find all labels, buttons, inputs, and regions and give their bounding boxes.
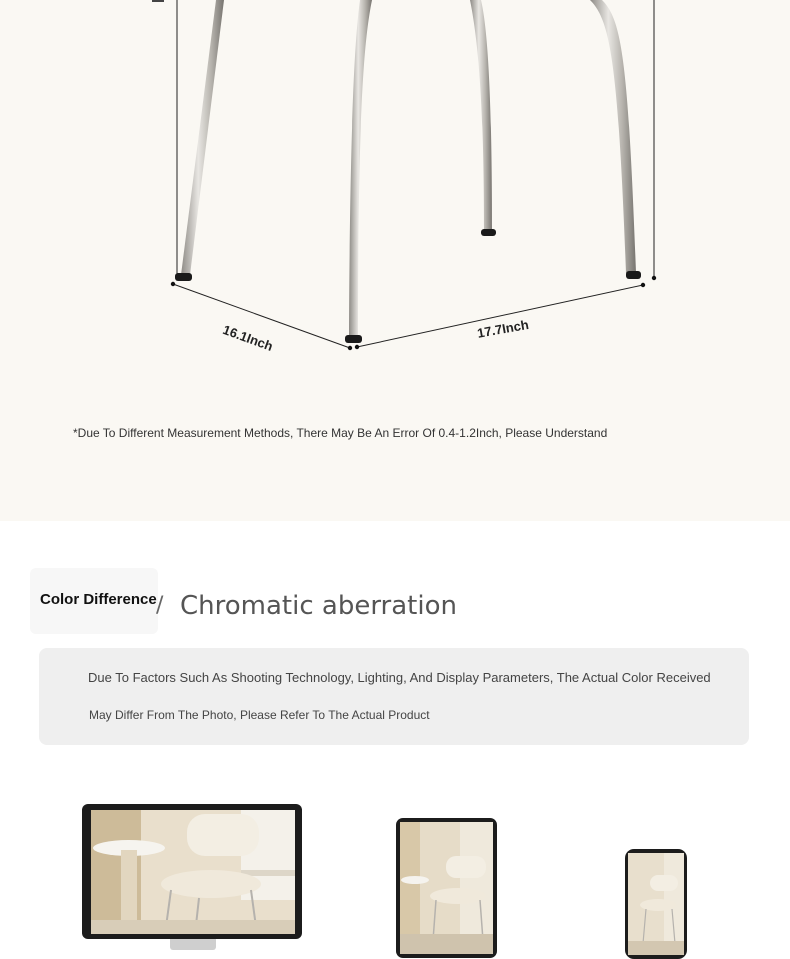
- heading-separator: /: [156, 593, 164, 618]
- monitor-stand: [170, 939, 216, 950]
- heading-title: Chromatic aberration: [180, 591, 457, 621]
- measurement-note: *Due To Different Measurement Methods, There May Be An Error Of 0.4-1.2Inch, Please Understand: [73, 426, 608, 440]
- phone-screen-image: [628, 853, 684, 955]
- info-text-line-1: Due To Factors Such As Shooting Technology, Lighting, And Display Parameters, The Actual Color Received: [88, 670, 711, 685]
- depth-dimension-label: 16.1Inch: [220, 322, 275, 354]
- color-difference-info-box: [39, 648, 749, 745]
- width-dimension-label: 17.7Inch: [476, 316, 530, 341]
- phone-icon: [625, 849, 687, 959]
- tablet-screen-image: [400, 822, 493, 954]
- tablet-icon: [396, 818, 497, 958]
- heading-tag-label: Color Difference: [40, 591, 157, 608]
- monitor-icon: [82, 804, 302, 939]
- info-text-line-2: May Differ From The Photo, Please Refer To The Actual Product: [89, 708, 430, 722]
- color-difference-heading: [0, 560, 790, 640]
- monitor-screen-image: [91, 810, 295, 934]
